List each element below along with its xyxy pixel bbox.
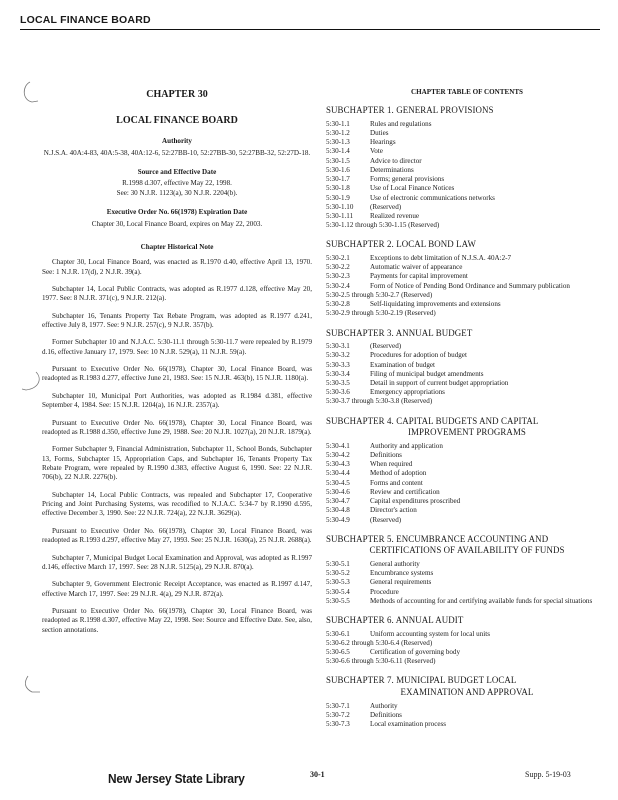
toc-entry[interactable]	[326, 469, 608, 478]
chapter-title: LOCAL FINANCE BOARD	[116, 115, 238, 127]
toc-entry[interactable]	[326, 588, 608, 597]
section-number: 5:30-5.3	[326, 578, 350, 587]
toc-entry[interactable]	[326, 630, 608, 639]
section-number: 5:30-1.11	[326, 211, 354, 220]
section-title: Authority	[370, 701, 398, 710]
toc-entry[interactable]	[326, 203, 608, 212]
history-note: Chapter 30, Local Finance Board, was enacted as R.1970 d.40, effective April 13, 1970. See: 1 N.J.R. 17(d), 2 N.J.R. 39(a).	[42, 258, 312, 276]
toc-entry[interactable]	[326, 254, 608, 263]
toc-entry[interactable]	[326, 361, 608, 370]
section-number: 5:30-1.7	[326, 175, 350, 184]
history-note: Pursuant to Executive Order No. 66(1978), Chapter 30, Local Finance Board, was readopted as R.1993 d.297, effective May 27, 1993. See: 25 N.J.R. 1630(a), 25 N.J.R. 2688(a).	[42, 526, 312, 545]
section-number: 5:30-7.3	[326, 720, 350, 729]
section-number: 5:30-4.6	[326, 487, 350, 496]
section-number: 5:30-4.9	[326, 515, 350, 524]
toc-entry[interactable]	[326, 597, 608, 606]
toc-entry[interactable]	[326, 129, 608, 138]
section-number: 5:30-5.4	[326, 587, 350, 596]
toc-entry[interactable]	[326, 166, 608, 175]
toc-entry[interactable]	[326, 175, 608, 184]
section-number: 5:30-3.5	[326, 378, 350, 387]
section-title: Method of adoption	[370, 469, 427, 478]
toc-entry[interactable]	[326, 351, 608, 360]
section-title: Certification of governing body	[370, 648, 461, 657]
toc-entry[interactable]	[326, 560, 608, 569]
eo-heading: Executive Order No. 66(1978) Expiration Date	[106, 208, 248, 217]
section-title: Forms; general provisions	[370, 175, 445, 184]
section-number: 5:30-6.5	[326, 648, 350, 657]
subchapter-heading	[326, 239, 608, 251]
section-title: Self-liquidating improvements and extensions	[370, 300, 501, 309]
subchapter-heading-text: SUBCHAPTER 1. GENERAL PROVISIONS	[326, 105, 494, 116]
toc-entry[interactable]	[326, 702, 608, 711]
history-note: Pursuant to Executive Order No. 66(1978), Chapter 30, Local Finance Board, was readopted as R.1983 d.277, effective June 21, 1983. See: 15 N.J.R. 463(b), 15 N.J.R. 1180(a).	[42, 365, 312, 383]
subchapter-heading	[326, 675, 608, 698]
section-number: 5:30-3.2	[326, 351, 350, 360]
section-list	[326, 254, 608, 319]
section-number: 5:30-4.7	[326, 497, 350, 506]
toc-entry[interactable]	[326, 711, 608, 720]
reserved-range: 5:30-3.7 through 5:30-3.8 (Reserved)	[326, 397, 433, 406]
section-number: 5:30-1.1	[326, 119, 350, 128]
subchapter-heading-text: SUBCHAPTER 5. ENCUMBRANCE ACCOUNTING AND	[326, 533, 549, 544]
toc-entry[interactable]	[326, 184, 608, 193]
section-number: 5:30-7.2	[326, 710, 350, 719]
section-number: 5:30-4.3	[326, 460, 350, 469]
section-title: (Reserved)	[370, 202, 402, 211]
section-number: 5:30-1.10	[326, 202, 354, 211]
section-number: 5:30-2.3	[326, 272, 350, 281]
supplement-date: Supp. 5-19-03	[525, 770, 571, 779]
reserved-range: 5:30-2.9 through 5:30-2.19 (Reserved)	[326, 309, 436, 318]
section-number: 5:30-2.4	[326, 281, 350, 290]
subchapter-heading-text: SUBCHAPTER 4. CAPITAL BUDGETS AND CAPITAL	[326, 415, 539, 426]
toc-entry[interactable]	[326, 212, 608, 221]
chapter-number: CHAPTER 30	[146, 89, 208, 100]
toc-entry[interactable]	[326, 263, 608, 272]
subchapter-heading	[326, 534, 608, 557]
section-title: Duties	[370, 129, 389, 138]
history-note: Subchapter 14, Local Public Contracts, was repealed and Subchapter 17, Cooperative Pricing and Joint Purchasing Systems, was recodified to N.J.A.C. 5:34-7 by R.1990 d.595, effective December 3, 1990. See: 22 N.J.R. 724(a), 22 N.J.R. 3629(a).	[42, 490, 312, 518]
section-number: 5:30-4.5	[326, 478, 350, 487]
section-title: Definitions	[370, 451, 402, 460]
table-of-contents	[326, 84, 608, 729]
section-number: 5:30-4.4	[326, 469, 350, 478]
section-list	[326, 702, 608, 730]
subchapter-heading	[326, 328, 608, 340]
history-note: Pursuant to Executive Order No. 66(1978), Chapter 30, Local Finance Board, was readopted as R.1988 d.350, effective June 29, 1988. See: 20 N.J.R. 1027(a), 20 N.J.R. 1879(a).	[42, 418, 312, 436]
history-note: Subchapter 7, Municipal Budget Local Examination and Approval, was adopted as R.1997 d.146, effective March 17, 1997. See: 28 N.J.R. 5125(a), 29 N.J.R. 870(a).	[42, 553, 312, 571]
running-header: LOCAL FINANCE BOARD	[20, 14, 600, 30]
toc-entry[interactable]	[326, 147, 608, 156]
section-title: Realized revenue	[370, 211, 420, 220]
subchapter-heading-text: SUBCHAPTER 6. ANNUAL AUDIT	[326, 615, 464, 626]
subchapter-heading-text: SUBCHAPTER 2. LOCAL BOND LAW	[326, 239, 476, 250]
page-number: 30-1	[310, 770, 325, 779]
section-title: Methods of accounting for and certifying available funds for special situations	[370, 596, 593, 605]
section-title: Definitions	[370, 710, 402, 719]
section-number: 5:30-3.1	[326, 342, 350, 351]
subchapter-heading	[326, 416, 608, 439]
toc-entry[interactable]	[326, 272, 608, 281]
subchapter-heading-text: SUBCHAPTER 7. MUNICIPAL BUDGET LOCAL	[326, 675, 517, 686]
history-note: Subchapter 10, Municipal Port Authorities, was adopted as R.1984 d.381, effective September 4, 1984. See: 15 N.J.R. 1204(a), 16 N.J.R. 2357(a).	[42, 391, 312, 410]
section-title: Procedures for adoption of budget	[370, 351, 467, 360]
subchapter-heading-continued: EXAMINATION AND APPROVAL	[400, 687, 534, 698]
section-title: Filing of municipal budget amendments	[370, 369, 484, 378]
toc-entry[interactable]	[326, 138, 608, 147]
section-number: 5:30-5.1	[326, 559, 350, 568]
section-number: 5:30-1.8	[326, 184, 350, 193]
authority-heading: Authority	[162, 137, 192, 146]
section-title: (Reserved)	[370, 515, 402, 524]
subchapter-heading	[326, 105, 608, 117]
source-text-2: See: 30 N.J.R. 1123(a), 30 N.J.R. 2204(b).	[116, 188, 238, 197]
section-number: 5:30-1.6	[326, 165, 350, 174]
source-text-1: R.1998 d.307, effective May 22, 1998.	[122, 179, 232, 188]
toc-entry[interactable]	[326, 569, 608, 578]
reserved-range: 5:30-2.5 through 5:30-2.7 (Reserved)	[326, 290, 433, 299]
toc-body	[326, 105, 608, 729]
history-note: Pursuant to Executive Order No. 66(1978), Chapter 30, Local Finance Board, was readopted as R.1998 d.307, effective May 22, 1998. See: Source and Effective Date. See, also, section annotations.	[42, 606, 312, 634]
subchapter-heading-continued: IMPROVEMENT PROGRAMS	[408, 427, 526, 438]
section-title: Advice to director	[370, 156, 422, 165]
history-note: Subchapter 9, Government Electronic Receipt Acceptance, was enacted as R.1997 d.147, effective March 17, 1997. See: 29 N.J.R. 4(a), 29 N.J.R. 872(a).	[42, 580, 312, 598]
section-title: Uniform accounting system for local units	[370, 629, 490, 638]
section-title: General requirements	[370, 578, 432, 587]
section-title: Capital expenditures proscribed	[370, 497, 461, 506]
section-list	[326, 120, 608, 231]
section-title: Payments for capital improvement	[370, 272, 468, 281]
subchapter-heading-text: SUBCHAPTER 3. ANNUAL BUDGET	[326, 327, 473, 338]
toc-entry[interactable]	[326, 157, 608, 166]
toc-entry[interactable]	[326, 442, 608, 451]
reserved-range: 5:30-6.6 through 5:30-6.11 (Reserved)	[326, 657, 436, 666]
toc-entry[interactable]	[326, 194, 608, 203]
hole-punch-mark-bottom	[18, 674, 42, 698]
library-stamp: New Jersey State Library	[108, 772, 245, 786]
history-notes	[42, 258, 312, 635]
section-number: 5:30-7.1	[326, 701, 350, 710]
section-title: Vote	[370, 147, 383, 156]
history-heading: Chapter Historical Note	[140, 242, 214, 251]
authority-text: N.J.S.A. 40A:4-83, 40A:5-38, 40A:12-6, 52:27BB-10, 52:27BB-30, 52:27BB-32, 52:27D-18.	[43, 148, 311, 157]
section-title: Authority and application	[370, 441, 443, 450]
section-title: Local examination process	[370, 720, 447, 729]
section-title: When required	[370, 460, 413, 469]
section-number: 5:30-5.5	[326, 596, 350, 605]
subchapter-heading	[326, 615, 608, 627]
toc-entry[interactable]	[326, 578, 608, 587]
section-list	[326, 560, 608, 606]
section-title: Automatic waiver of appearance	[370, 263, 463, 272]
history-note: Subchapter 14, Local Public Contracts, was adopted as R.1977 d.128, effective May 20, 1977. See: 8 N.J.R. 371(c), 9 N.J.R. 212(a).	[42, 284, 312, 303]
section-title: Forms and content	[370, 478, 423, 487]
toc-entry[interactable]	[326, 506, 608, 515]
section-title: (Reserved)	[370, 342, 402, 351]
history-note: Former Subchapter 10 and N.J.A.C. 5:30-11.1 through 5:30-11.7 were repealed by R.1979 d.16, effective January 17, 1979. See: 10 N.J.R. 529(a), 11 N.J.R. 59(a).	[42, 338, 312, 356]
toc-entry[interactable]	[326, 342, 608, 351]
section-title: Emergency appropriations	[370, 388, 445, 397]
section-number: 5:30-1.9	[326, 193, 350, 202]
toc-entry[interactable]	[326, 488, 608, 497]
section-number: 5:30-2.8	[326, 300, 350, 309]
toc-entry[interactable]	[326, 370, 608, 379]
toc-entry[interactable]	[326, 282, 608, 291]
toc-entry[interactable]	[326, 648, 608, 657]
source-heading: Source and Effective Date	[137, 168, 217, 177]
toc-entry[interactable]	[326, 388, 608, 397]
section-title: Procedure	[370, 587, 399, 596]
history-note: Former Subchapter 9, Financial Administration, Subchapter 11, School Bonds, Subchapter 13, Forms, Subchapter 15, Appropriation Caps, and Subchapter 16, Tenants Property Tax Rebate Program, were repealed by R.1990 d.383, effective August 6, 1990. See: 22 N.J.R. 706(b), 22 N.J.R. 2276(b).	[42, 445, 312, 482]
reserved-range: 5:30-1.12 through 5:30-1.15 (Reserved)	[326, 221, 440, 230]
toc-entry[interactable]	[326, 497, 608, 506]
history-note: Subchapter 16, Tenants Property Tax Rebate Program, was adopted as R.1977 d.241, effective July 8, 1977. See: 9 N.J.R. 257(c), 9 N.J.R. 357(b).	[42, 311, 312, 330]
section-title: Rules and regulations	[370, 119, 432, 128]
toc-entry[interactable]	[326, 720, 608, 729]
section-title: Determinations	[370, 165, 414, 174]
section-number: 5:30-3.4	[326, 369, 350, 378]
section-number: 5:30-5.2	[326, 569, 350, 578]
section-number: 5:30-4.2	[326, 451, 350, 460]
section-title: Hearings	[370, 138, 396, 147]
hole-punch-mark-top	[18, 80, 40, 106]
toc-entry[interactable]	[326, 300, 608, 309]
toc-entry[interactable]	[326, 516, 608, 525]
section-title: Examination of budget	[370, 360, 436, 369]
toc-entry[interactable]	[326, 451, 608, 460]
hole-punch-mark-middle	[20, 370, 42, 396]
section-title: Form of Notice of Pending Bond Ordinance and Summary publication	[370, 281, 570, 290]
section-title: Detail in support of current budget appropriation	[370, 378, 509, 387]
toc-entry[interactable]	[326, 460, 608, 469]
section-title: Use of Local Finance Notices	[370, 184, 455, 193]
toc-title: CHAPTER TABLE OF CONTENTS	[410, 88, 523, 96]
section-number: 5:30-1.2	[326, 129, 350, 138]
section-number: 5:30-2.1	[326, 254, 350, 262]
section-number: 5:30-1.4	[326, 147, 350, 156]
reserved-range: 5:30-6.2 through 5:30-6.4 (Reserved)	[326, 638, 433, 647]
section-number: 5:30-6.1	[326, 629, 350, 638]
section-number: 5:30-3.6	[326, 388, 350, 397]
subchapter-heading-continued: CERTIFICATIONS OF AVAILABILITY OF FUNDS	[369, 545, 565, 556]
section-number: 5:30-1.5	[326, 156, 350, 165]
section-number: 5:30-2.2	[326, 263, 350, 272]
section-title: Use of electronic communications networks	[370, 193, 495, 202]
section-title: Encumbrance systems	[370, 569, 434, 578]
toc-entry[interactable]	[326, 379, 608, 388]
section-list	[326, 630, 608, 667]
section-list	[326, 342, 608, 407]
section-title: Review and certification	[370, 487, 440, 496]
section-number: 5:30-4.1	[326, 441, 350, 450]
section-number: 5:30-4.8	[326, 506, 350, 515]
section-title: Director's action	[370, 506, 417, 515]
eo-text: Chapter 30, Local Finance Board, expires on May 22, 2003.	[91, 219, 263, 228]
section-list	[326, 442, 608, 525]
toc-entry[interactable]	[326, 120, 608, 129]
left-column	[42, 84, 312, 642]
section-number: 5:30-1.3	[326, 138, 350, 147]
toc-entry[interactable]	[326, 479, 608, 488]
section-title: General authority	[370, 559, 420, 568]
section-number: 5:30-3.3	[326, 360, 350, 369]
section-title: Exceptions to debt limitation of N.J.S.A. 40A:2-7	[370, 254, 512, 262]
